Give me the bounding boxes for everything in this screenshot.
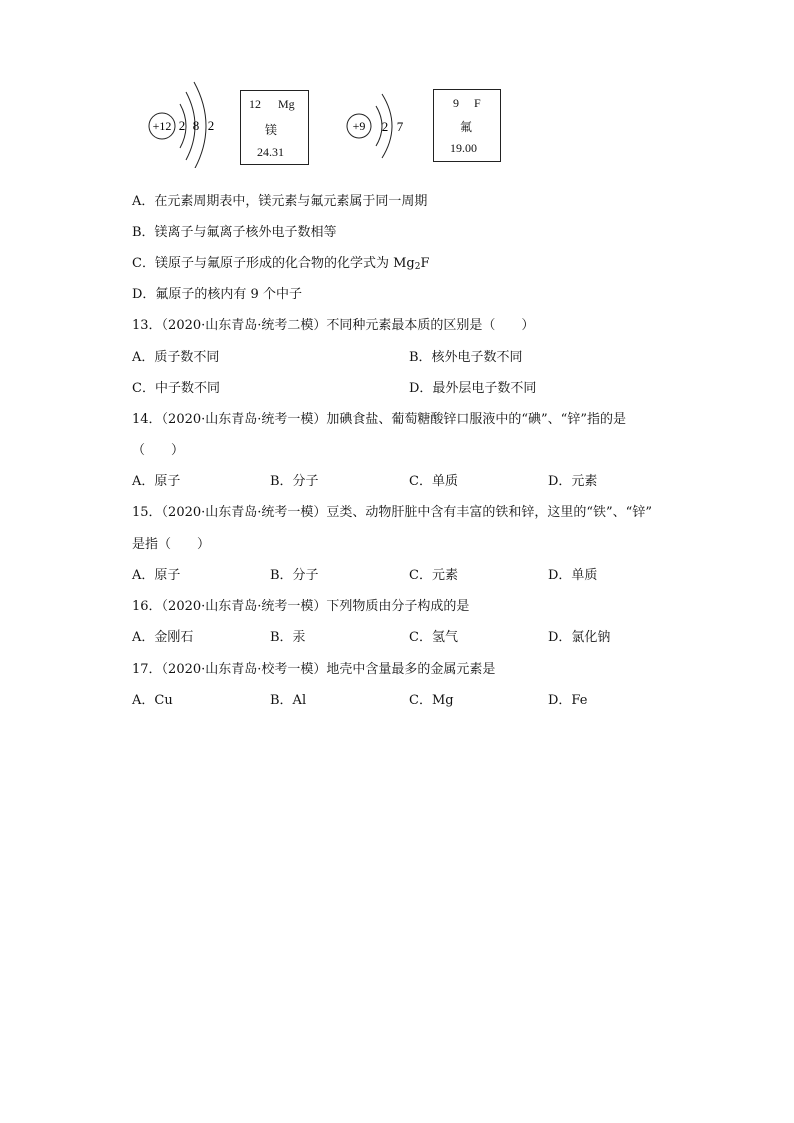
q12-option-d: D．氟原子的核内有 9 个中子: [132, 287, 302, 302]
q15-option-c: C．元素: [409, 568, 458, 583]
q13-option-d: D．最外层电子数不同: [409, 381, 537, 396]
q12-option-b: B．镁离子与氟离子核外电子数相等: [132, 225, 337, 240]
mg-shell-electrons-3: 2: [207, 118, 215, 133]
q15-option-a: A．原子: [132, 568, 181, 583]
q12-option-c-suffix: F: [420, 256, 430, 271]
q13-option-a: A．质子数不同: [132, 350, 220, 365]
q16-option-d: D．氯化钠: [548, 630, 611, 645]
mg-shell-electrons-2: 8: [192, 118, 200, 133]
q14-option-d: D．元素: [548, 474, 598, 489]
q12-option-c-subscript: 2: [414, 262, 421, 272]
q15-stem: 15．（2020·山东青岛·统考一模）豆类、动物肝脏中含有丰富的铁和锌，这里的“铁”、“锌”: [132, 505, 652, 520]
q16-stem: 16．（2020·山东青岛·统考一模）下列物质由分子构成的是: [132, 599, 470, 614]
q15-option-b: B．分子: [270, 568, 319, 583]
q13-option-b: B．核外电子数不同: [409, 350, 523, 365]
q13-option-c: C．中子数不同: [132, 381, 220, 396]
f-shell-electrons-1: 2: [381, 119, 389, 134]
mg-shell-electrons-1: 2: [178, 118, 186, 133]
q14-option-c: C．单质: [409, 474, 458, 489]
q14-option-a: A．原子: [132, 474, 181, 489]
q12-option-a: A．在元素周期表中，镁元素与氟元素属于同一周期: [132, 194, 428, 209]
q14-option-b: B．分子: [270, 474, 319, 489]
f-shell-electrons-2: 7: [396, 119, 404, 134]
q16-option-b: B．汞: [270, 630, 306, 645]
q17-option-a: A．Cu: [132, 693, 173, 708]
f-element-card: [433, 89, 501, 162]
mg-atomic-mass: 24.31: [257, 145, 284, 159]
q14-stem: 14．（2020·山东青岛·统考一模）加碘食盐、葡萄糖酸锌口服液中的“碘”、“锌”指的是: [132, 412, 626, 427]
mg-atom-diagram: [142, 76, 222, 168]
q12-option-c: [132, 256, 429, 275]
f-symbol: F: [474, 96, 481, 110]
f-atom-diagram: [342, 88, 412, 168]
f-nucleus-charge: +9: [352, 119, 366, 133]
q15-option-d: D．单质: [548, 568, 598, 583]
q17-option-d: D．Fe: [548, 693, 588, 708]
f-atomic-number: 9: [453, 96, 459, 110]
mg-element-card: [240, 90, 309, 165]
q16-option-c: C．氢气: [409, 630, 458, 645]
mg-atomic-number: 12: [249, 97, 261, 111]
q15-stem-continued: 是指（ ）: [132, 537, 211, 552]
mg-symbol: Mg: [278, 97, 295, 111]
q16-option-a: A．金刚石: [132, 630, 194, 645]
f-atomic-mass: 19.00: [450, 141, 477, 155]
f-element-name: 氟: [460, 120, 473, 134]
q17-option-c: C．Mg: [409, 693, 454, 708]
mg-element-name: 镁: [265, 123, 278, 137]
q14-stem-continued: （ ）: [132, 443, 185, 458]
q17-option-b: B．Al: [270, 693, 307, 708]
q12-option-c-text: C．镁原子与氟原子形成的化合物的化学式为 Mg: [132, 256, 415, 271]
q17-stem: 17．（2020·山东青岛·校考一模）地壳中含量最多的金属元素是: [132, 662, 496, 677]
mg-nucleus-charge: +12: [152, 119, 172, 133]
q13-stem: 13．（2020·山东青岛·统考二模）不同种元素最本质的区别是（ ）: [132, 318, 535, 333]
